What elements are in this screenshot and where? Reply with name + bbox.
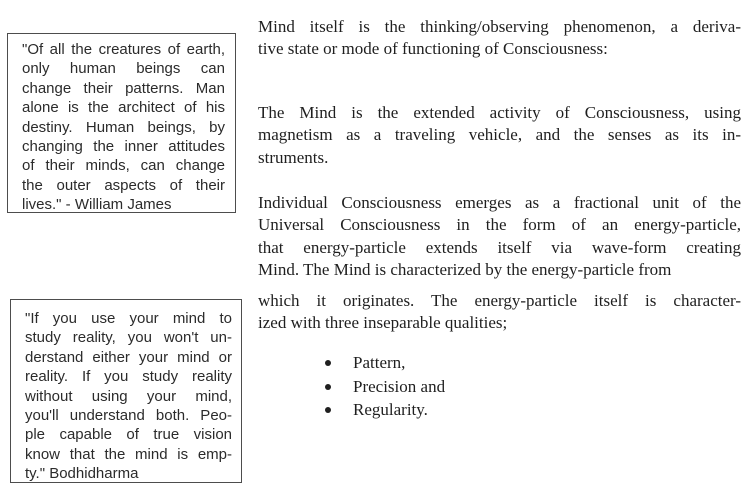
paragraph [258, 192, 741, 282]
paragraph-line: Mind itself is the thinking/observing phenomenon, a deriva- [258, 17, 741, 36]
paragraph [258, 102, 741, 169]
quote-box-bodhidharma [10, 299, 242, 483]
bullet-item-label: Regularity. [353, 400, 428, 420]
quote-line: only human beings can [22, 60, 225, 78]
quote-line: "Of all the creatures of earth, [22, 41, 225, 58]
quote-line: of their minds, can change [22, 157, 225, 175]
paragraph-line: ized with three inseparable qualities; [258, 313, 508, 333]
quote-line: lives." - William James [22, 196, 172, 213]
paragraph-line: The Mind is the extended activity of Consciousness, using [258, 102, 741, 122]
bullet-item-label: Pattern, [353, 353, 406, 373]
quote-line: you'll understand both. Peo- [25, 407, 232, 425]
paragraph-line: Universal Consciousness in the form of an energy-particle, [258, 215, 741, 235]
bullet-dot-icon [325, 360, 331, 366]
paragraph-line: magnetism as a traveling vehicle, and the senses as its in- [258, 125, 741, 145]
quote-box-william-james [7, 33, 236, 213]
body-paragraphs [258, 16, 741, 334]
quote-line: alone is the architect of his [22, 99, 225, 117]
quote-line: derstand either your mind or [25, 348, 232, 366]
quote-line: without using your mind, [25, 387, 232, 405]
bullet-item-label: Precision and [353, 376, 446, 396]
bullet-item [258, 375, 741, 399]
body-column [258, 16, 741, 422]
quote-line: know that the mind is emp- [25, 445, 232, 463]
paragraph [258, 290, 741, 335]
quote-line: ty." Bodhidharma [25, 465, 139, 483]
quote-line: "If you use your mind to [25, 310, 232, 327]
quote-line: changing the inner attitudes [22, 138, 225, 156]
quote-line: study reality, you won't un- [25, 329, 232, 347]
paragraph-line: tive state or mode of functioning of Consciousness: [258, 39, 608, 59]
bullet-item [258, 398, 741, 422]
quote-line: change their patterns. Man [22, 79, 225, 97]
quote-line: destiny. Human beings, by [22, 118, 225, 136]
paragraph-line: struments. [258, 147, 329, 167]
paragraph [258, 16, 741, 61]
bullet-list [258, 351, 741, 422]
paragraph-line: Individual Consciousness emerges as a fractional unit of the [258, 193, 741, 213]
quote-line: the outer aspects of their [22, 176, 225, 194]
quote-line: ple capable of true vision [25, 426, 232, 444]
bullet-dot-icon [325, 384, 331, 390]
paragraph-line: that energy-particle extends itself via wave-form creating [258, 237, 741, 257]
bullet-item [258, 351, 741, 375]
bullet-dot-icon [325, 407, 331, 413]
paragraph-line: which it originates. The energy-particle itself is character- [258, 290, 741, 310]
quote-line: reality. If you study reality [25, 368, 232, 386]
paragraph-line: Mind. The Mind is characterized by the energy-particle from [258, 260, 672, 280]
